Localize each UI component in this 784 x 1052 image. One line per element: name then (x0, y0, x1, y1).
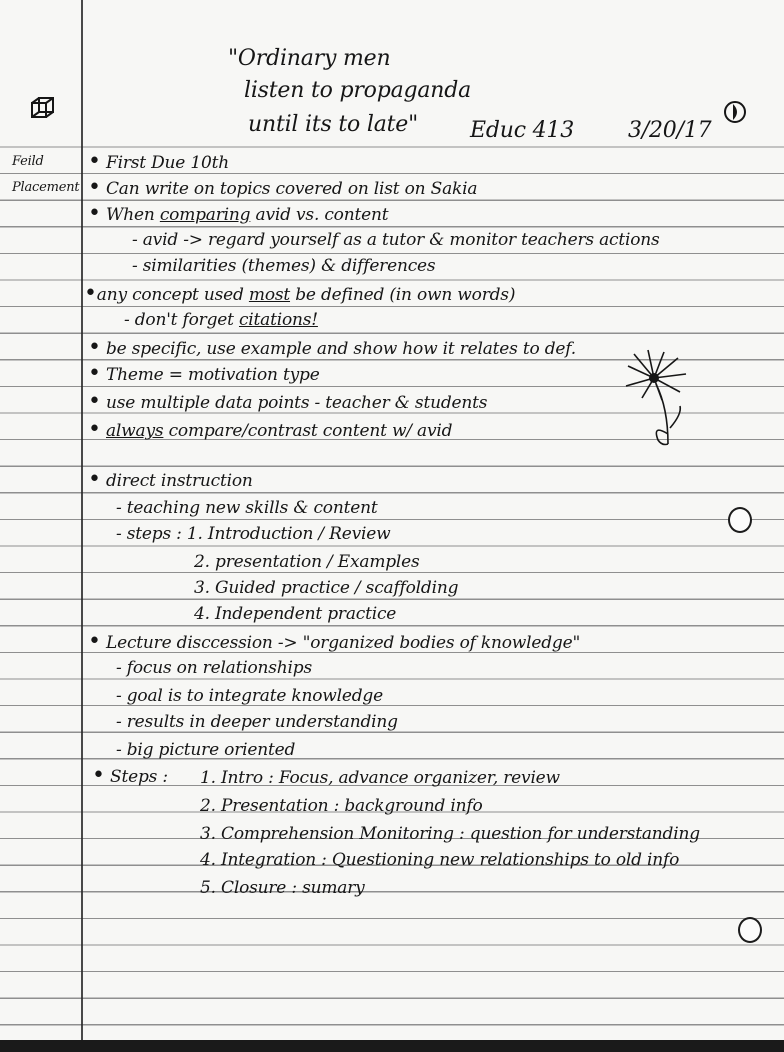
margin-line (81, 0, 83, 1052)
note-ld-step-3: 3. Comprehension Monitoring : question for understanding (200, 824, 700, 844)
note-specific: • be specific, use example and show how it relates to def. (88, 335, 576, 360)
note-themes: • Theme = motivation type (88, 361, 320, 386)
note-ld-steps-label: • Steps : (92, 763, 168, 788)
quote-line-2: listen to propaganda (244, 78, 472, 103)
note-first-due: • First Due 10th (88, 149, 229, 174)
flower-doodle-icon (622, 348, 692, 450)
note-direct-instruction: • direct instruction (88, 467, 253, 492)
note-focus: - focus on relationships (116, 658, 312, 678)
note-ld-step-1: 1. Intro : Focus, advance organizer, review (200, 768, 560, 788)
note-steps-2: 2. presentation / Examples (194, 552, 420, 572)
note-avid-sub: - avid -> regard yourself as a tutor & monitor teachers actions (132, 230, 660, 250)
moon-doodle-icon (722, 98, 748, 126)
note-ld-step-5: 5. Closure : sumary (200, 878, 365, 898)
note-steps-3: 3. Guided practice / scaffolding (194, 578, 459, 598)
course-code: Educ 413 (470, 118, 575, 143)
note-results: - results in deeper understanding (116, 712, 398, 732)
binder-hole-bottom (738, 917, 762, 943)
cube-doodle-icon (28, 94, 58, 124)
binder-hole-top (728, 507, 752, 533)
quote-line-1: "Ordinary men (228, 46, 391, 71)
note-steps-1: - steps : 1. Introduction / Review (116, 524, 391, 544)
note-multiple: • use multiple data points - teacher & students (88, 389, 488, 414)
margin-note-placement: Placement (12, 180, 80, 195)
date: 3/20/17 (628, 118, 712, 143)
note-citations: - don't forget citations! (124, 310, 318, 330)
note-lecture: • Lecture disccession -> "organized bodies of knowledge" (88, 629, 581, 654)
note-ld-step-4: 4. Integration : Questioning new relationships to old info (200, 850, 680, 870)
note-concept: •any concept used most be defined (in own words) (84, 281, 516, 306)
note-always: • always compare/contrast content w/ avid (88, 417, 453, 442)
quote-line-3: until its to late" (248, 112, 419, 137)
note-can-write: • Can write on topics covered on list on Sakia (88, 175, 478, 200)
page-bottom-edge (0, 1040, 784, 1052)
note-big-picture: - big picture oriented (116, 740, 296, 760)
note-steps-4: 4. Independent practice (194, 604, 397, 624)
note-similarities-sub: - similarities (themes) & differences (132, 256, 436, 276)
note-goal: - goal is to integrate knowledge (116, 686, 383, 706)
note-when-comparing: • When comparing avid vs. content (88, 201, 389, 226)
note-ld-step-2: 2. Presentation : background info (200, 796, 483, 816)
note-teaching: - teaching new skills & content (116, 498, 378, 518)
margin-note-field: Feild (12, 154, 44, 169)
